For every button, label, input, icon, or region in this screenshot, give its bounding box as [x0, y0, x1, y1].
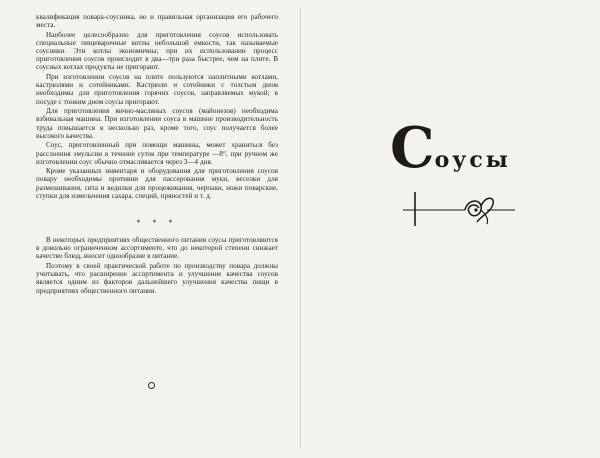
- flourish-ornament-icon: [395, 190, 530, 230]
- page-ring-icon: [148, 382, 155, 389]
- paragraph: квалификация повара-соусника, но и правильная организация его рабочего места.: [36, 13, 278, 30]
- paragraph: Наиболее целесообразно для приготовления соусов использовать специальные пищеварочные котлы небольшой емкости, так называемые соусники. Эти котлы экономичны; при их использовании процесс приготовления соусов происходит в два—три раза быстрее, чем на плите. В соусных котлах продукты не пригорают.: [36, 30, 278, 72]
- paragraph: При изготовлении соусов на плите пользуются наплитными котлами, кастрюлями и сотейниками. Кастрюли и сотейники с толстым дном необходимы для приготовления горячих соусов, заправляемых мукой; в посуде с тонким дном соусы пригорают.: [36, 73, 278, 106]
- title-initial: С: [390, 115, 435, 181]
- paragraph: Поэтому в своей практической работе по производству повара должны учитывать, что расширение ассортимента и улучшение качества соусов является одним из факторов дальнейшего улучшения качества пищи в предприятиях общественного питания.: [36, 262, 278, 295]
- paragraph: В некоторых предприятиях общественного питания соусы приготовляются в довольно ограниченном ассортименте, что до некоторой степени снижает качество блюд, вносит однообразие в питание.: [36, 236, 278, 261]
- right-page: [300, 0, 600, 458]
- body-text: [36, 13, 278, 296]
- paragraph: Соус, приготовленный при помощи машины, может храниться без расслоения эмульсии в течение суток при температуре —8°, при ручном же изготовлении соус обычно отмасливается через 3—4 дня.: [36, 141, 278, 166]
- paragraph: Кроме указанных инвентаря и оборудования для приготовления соусов повару необходимы противни для пассерования муки, веселки для размешивания, сита и ведилки для процеживания, черпаки, ножи поварские, ступки для измельчения сахара, специй, пряностей и т. д.: [36, 167, 278, 200]
- section-separator: * * *: [136, 217, 178, 227]
- chapter-title: [390, 115, 511, 181]
- paragraph: Для приготовления яично-масляных соусов (майонезов) необходима взбивальная машина. При изготовлении соуса в машине производительность труда повышается в несколько раз, кроме того, соус получается более высокого качества.: [36, 107, 278, 140]
- title-rest: оусы: [434, 147, 511, 173]
